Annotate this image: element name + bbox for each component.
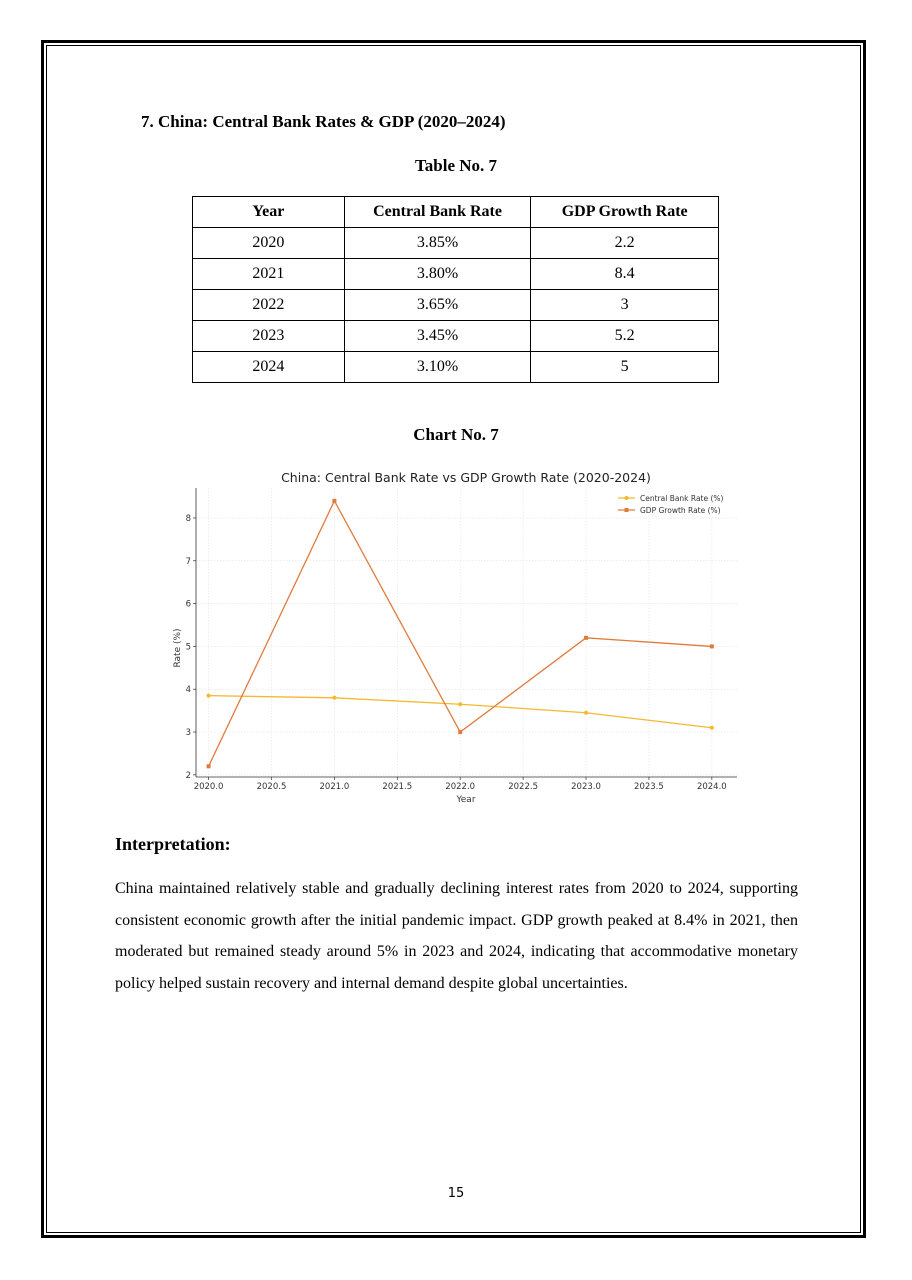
table-cell: 2021 [193, 259, 345, 290]
y-tick-label: 6 [185, 599, 191, 610]
y-axis-label: Rate (%) [173, 628, 183, 668]
data-table [192, 196, 719, 383]
x-tick-label: 2023.5 [634, 782, 664, 792]
chart-legend [618, 494, 724, 515]
y-tick-label: 8 [185, 513, 191, 524]
table-cell: 5 [531, 352, 719, 383]
table-row [193, 228, 719, 259]
table-row [193, 290, 719, 321]
column-header-central-bank-rate: Central Bank Rate [344, 197, 531, 228]
table-cell: 3.80% [344, 259, 531, 290]
x-tick-label: 2023.0 [571, 782, 601, 792]
legend-label-gdp-growth-rate: GDP Growth Rate (%) [640, 506, 721, 515]
axes [196, 488, 737, 777]
table-cell: 3.45% [344, 321, 531, 352]
table-cell: 2023 [193, 321, 345, 352]
data-point-gdp-growth-rate [458, 730, 462, 734]
table-cell: 5.2 [531, 321, 719, 352]
legend-marker-central-bank-rate [625, 496, 629, 500]
data-point-gdp-growth-rate [584, 636, 588, 640]
data-point-central-bank-rate [332, 696, 336, 700]
x-tick-label: 2021.5 [382, 782, 413, 792]
table-caption: Table No. 7 [414, 156, 498, 175]
x-tick-label: 2020.0 [193, 782, 224, 792]
grid [196, 488, 737, 777]
x-tick-label: 2021.0 [319, 782, 350, 792]
section-heading: 7. China: Central Bank Rates & GDP (2020–2024) [141, 112, 506, 131]
data-point-gdp-growth-rate [710, 644, 714, 648]
table-cell: 2024 [193, 352, 345, 383]
x-tick-label: 2022.5 [508, 782, 538, 792]
x-tick-label: 2022.0 [445, 782, 476, 792]
x-tick-label: 2020.5 [256, 782, 287, 792]
chart-title: China: Central Bank Rate vs GDP Growth Rate (2020-2024) [281, 470, 651, 485]
legend-label-central-bank-rate: Central Bank Rate (%) [640, 494, 724, 503]
line-chart [160, 462, 750, 812]
page-number: 15 [447, 1186, 465, 1201]
table-cell: 2020 [193, 228, 345, 259]
table-cell: 8.4 [531, 259, 719, 290]
legend-marker-gdp-growth-rate [625, 508, 629, 512]
table-cell: 2.2 [531, 228, 719, 259]
y-tick-label: 4 [185, 685, 191, 696]
y-tick-label: 5 [185, 642, 191, 653]
table-header-row [193, 197, 719, 228]
y-tick-label: 3 [185, 728, 191, 739]
x-axis-label: Year [456, 795, 476, 805]
table-row [193, 352, 719, 383]
table-cell: 3.85% [344, 228, 531, 259]
table-row [193, 259, 719, 290]
interpretation-title: Interpretation: [115, 834, 231, 854]
y-tick-label: 7 [185, 556, 191, 567]
table-cell: 3.10% [344, 352, 531, 383]
chart-caption: Chart No. 7 [413, 425, 499, 444]
column-header-gdp-growth-rate: GDP Growth Rate [531, 197, 719, 228]
table-cell: 2022 [193, 290, 345, 321]
table-row [193, 321, 719, 352]
table-cell: 3.65% [344, 290, 531, 321]
data-point-gdp-growth-rate [332, 499, 336, 503]
column-header-year: Year [193, 197, 345, 228]
table-cell: 3 [531, 290, 719, 321]
y-tick-label: 2 [185, 770, 191, 781]
interpretation-body: China maintained relatively stable and gradually declining interest rates from 2020 to 2024, supporting consistent economic growth after the initial pandemic impact. GDP growth peaked at 8.4% in 2021, then moderated but remained steady around 5% in 2023 and 2024, indicating that accommodative monetary policy helped sustain recovery and internal demand despite global uncertainties. [115, 880, 798, 992]
data-point-central-bank-rate [584, 711, 588, 715]
data-point-central-bank-rate [458, 702, 462, 706]
x-tick-label: 2024.0 [696, 782, 727, 792]
data-point-central-bank-rate [207, 694, 211, 698]
data-point-central-bank-rate [710, 726, 714, 730]
data-point-gdp-growth-rate [207, 764, 211, 768]
ticks [186, 514, 727, 792]
